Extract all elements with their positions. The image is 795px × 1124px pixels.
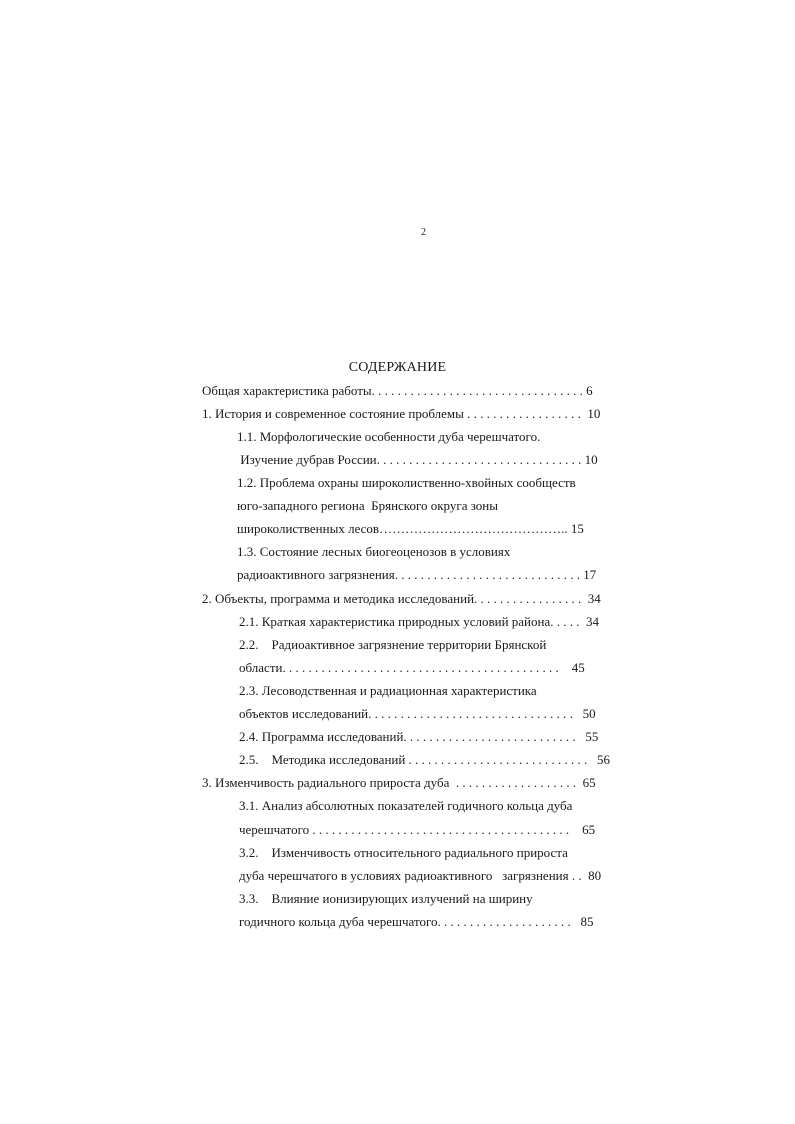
- toc-entry: 3.3. Влияние ионизирующих излучений на ширину: [239, 891, 533, 906]
- toc-entry: юго-западного региона Брянского округа зоны: [237, 498, 498, 513]
- toc-title: СОДЕРЖАНИЕ: [348, 360, 447, 375]
- toc-entry: 2.3. Лесоводственная и радиационная характеристика: [239, 683, 537, 698]
- toc-entry: годичного кольца дуба черешчатого. . . . . . . . . . . . . . . . . . . . . 85: [239, 914, 594, 929]
- toc-entry: радиоактивного загрязнения. . . . . . . . . . . . . . . . . . . . . . . . . . . . . 17: [237, 567, 597, 582]
- toc-entry: 1.3. Состояние лесных биогеоценозов в условиях: [237, 544, 511, 559]
- toc-entry: 2.5. Методика исследований . . . . . . . . . . . . . . . . . . . . . . . . . . . . 56: [239, 752, 611, 767]
- toc-entry: 2.1. Краткая характеристика природных условий района. . . . . 34: [239, 614, 599, 629]
- toc-entry: 2.4. Программа исследований. . . . . . . . . . . . . . . . . . . . . . . . . . . 55: [239, 729, 599, 744]
- toc-entry: широколиственных лесов…………………………………….. 15: [237, 521, 584, 536]
- toc-entry: 1.1. Морфологические особенности дуба черешчатого.: [237, 429, 541, 444]
- toc-entry: 3.1. Анализ абсолютных показателей годичного кольца дуба: [239, 798, 573, 813]
- toc-entry: 3. Изменчивость радиального прироста дуба . . . . . . . . . . . . . . . . . . . 65: [202, 775, 596, 790]
- toc-entry: 1. История и современное состояние проблемы . . . . . . . . . . . . . . . . . . 10: [202, 406, 601, 421]
- toc-entry: 2. Объекты, программа и методика исследований. . . . . . . . . . . . . . . . . 34: [202, 591, 601, 606]
- toc-entry: Общая характеристика работы. . . . . . . . . . . . . . . . . . . . . . . . . . . . . . . . . 6: [202, 383, 593, 398]
- toc-entry: дуба черешчатого в условиях радиоактивного загрязнения . . 80: [239, 868, 602, 883]
- toc-entry: 3.2. Изменчивость относительного радиального прироста: [239, 845, 568, 860]
- toc-entry: Изучение дубрав России. . . . . . . . . . . . . . . . . . . . . . . . . . . . . . . . 10: [237, 452, 598, 467]
- toc-entry: 2.2. Радиоактивное загрязнение территории Брянской: [239, 637, 547, 652]
- page-number: 2: [421, 227, 426, 238]
- toc-entry: 1.2. Проблема охраны широколиственно-хвойных сообществ: [237, 475, 576, 490]
- toc-entry: объектов исследований. . . . . . . . . . . . . . . . . . . . . . . . . . . . . . . . 50: [239, 706, 596, 721]
- toc-entry: черешчатого . . . . . . . . . . . . . . . . . . . . . . . . . . . . . . . . . . . . . . . . 65: [239, 822, 596, 837]
- toc-entry: области. . . . . . . . . . . . . . . . . . . . . . . . . . . . . . . . . . . . . . . . . . . 45: [239, 660, 585, 675]
